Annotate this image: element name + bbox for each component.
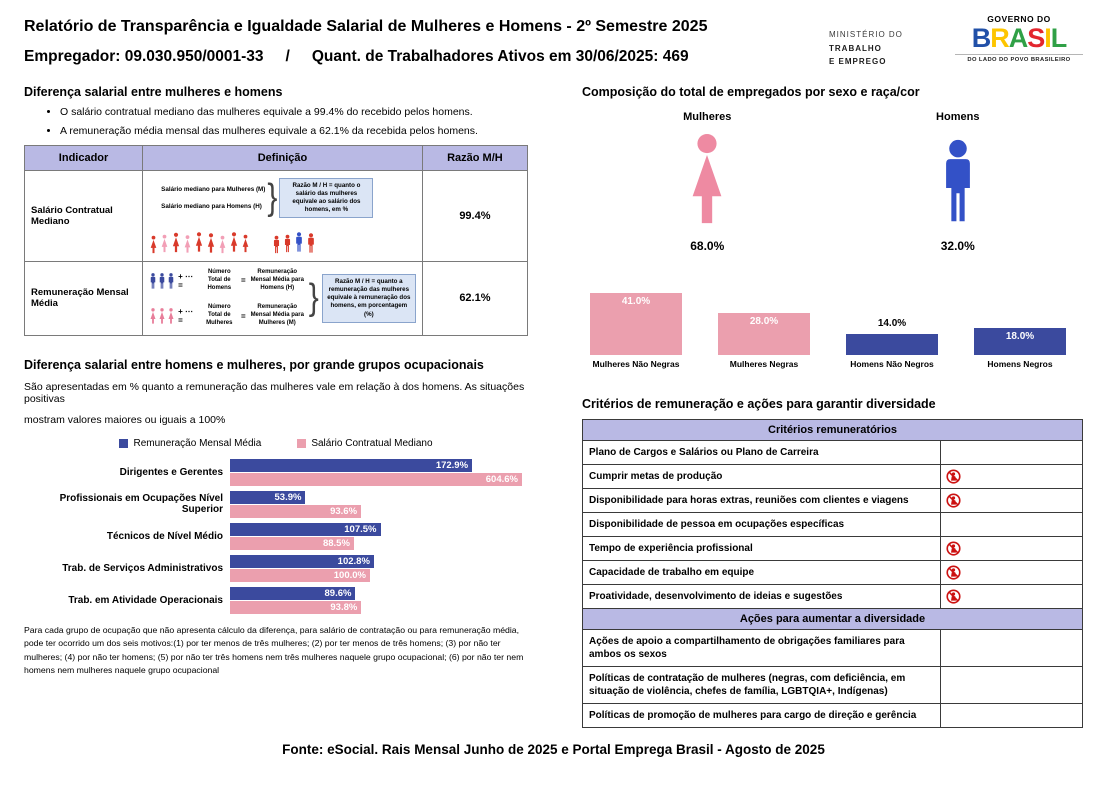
bar-value-label: 41.0% [621,296,651,308]
person-female-icon [241,233,250,254]
median-definition-cell [143,170,423,261]
criterion-flag-cell [941,488,1083,512]
report-subtitle [24,48,815,66]
subtitle-separator: / [285,48,290,65]
criteria-title: Critérios de remuneração e ações para garantir diversidade [582,396,936,411]
occupational-category-label: Dirigentes e Gerentes [119,466,223,478]
action-text: Políticas de contratação de mulheres (negras, com deficiência, em situação de violência, chefes de família, LGBTQIA+, Indígenas) [583,666,941,703]
col-header-razao: Razão M/H [422,145,527,170]
occupational-section [24,358,528,678]
person-male-icon [294,230,304,254]
logo-letter: A [1008,23,1028,53]
logo-letter: R [990,23,1009,53]
action-row [583,703,1083,727]
bar-category-label: Homens Negros [987,358,1053,369]
occupational-category-label: Trab. de Serviços Administrativos [62,562,223,574]
logo-letter: B [971,23,991,53]
person-female-icon [149,308,157,324]
median-definition-diagram [161,178,416,218]
bar [590,293,682,355]
men-percentage: 32.0% [940,238,975,253]
sex-composition-row [582,111,1083,253]
men-total-label: Número Total de Homens [207,269,232,291]
woman-pictogram-icon [582,133,833,225]
bar-value-label: 172.9% [435,459,469,471]
mean-ratio-value: 62.1% [422,262,527,336]
criterion-text: Disponibilidade de pessoa em ocupações específicas [583,512,941,536]
action-text: Políticas de promoção de mulheres para cargo de direção e gerência [583,703,941,727]
bar-value-label: 107.5% [344,523,377,535]
governo-do-brasil-logo [955,14,1083,63]
brace-glyph: } [308,277,319,319]
criteria-row [583,536,1083,560]
brace-glyph: } [267,176,278,218]
mean-definition-cell [143,262,423,336]
report-header [24,12,1083,69]
criterion-flag-cell [941,560,1083,584]
criterion-not-adopted-icon [946,493,1077,508]
person-female-icon [167,308,175,324]
median-men-label: Salário mediano para Homens (H) [161,202,262,210]
bar-value-label: 100.0% [333,569,366,581]
person-female-icon [171,231,181,254]
mean-bar [230,587,355,600]
bar-category-label: Mulheres Não Negras [592,358,680,369]
mean-ratio-explainer-box: Razão M / H = quanto a remuneração das mulheres equivale à remuneração dos homens, em porcentagem (%) [322,274,416,322]
criteria-section [582,397,1083,728]
action-text: Ações de apoio a compartilhamento de obrigações familiares para ambos os sexos [583,629,941,666]
legend-label: Salário Contratual Mediano [311,437,433,449]
legend-swatch-blue [119,439,128,448]
median-bar [230,537,354,550]
source-footer: Fonte: eSocial. Rais Mensal Junho de 2025 e Portal Emprega Brasil - Agosto de 2025 [282,741,825,757]
criterion-flag-cell [941,584,1083,608]
bar-value-label: 89.6% [324,587,352,599]
indicator-name: Remuneração Mensal Média [25,262,143,336]
action-flag-cell [941,666,1083,703]
median-bar [230,505,361,518]
legend-swatch-pink [297,439,306,448]
men-icons [149,273,175,289]
bar-column [846,291,938,369]
criterion-text: Cumprir metas de produção [583,464,941,488]
women-composition [582,111,833,253]
occupational-category-label: Profissionais em Ocupações Nível Superior [59,492,223,516]
ministry-line: E EMPREGO [829,57,887,67]
criterion-text: Plano de Cargos e Salários ou Plano de Carreira [583,440,941,464]
bar-value-label: 88.5% [322,537,350,549]
legend-median [297,438,432,449]
bar-column [974,291,1066,369]
bar-column [590,291,682,369]
mean-bar [230,491,305,504]
bar-column [718,291,810,369]
bar-value-label: 102.8% [337,555,370,567]
bullet-mean: • A remuneração média mensal das mulheres equivale a 62.1% da recebida pelos homens. [60,125,528,137]
women-percentage: 68.0% [690,238,725,253]
indicator-table-header-row [25,145,528,170]
criteria-row [583,512,1083,536]
legend-label: Remuneração Mensal Média [133,437,262,449]
man-pictogram-icon [833,133,1084,225]
plus-ellipsis-equals: + ⋯ = [178,271,194,290]
ministry-wordmark [829,28,941,69]
bar [974,328,1066,355]
criterion-not-adopted-icon [946,565,1077,580]
bar-value-label: 93.6% [330,505,358,517]
median-bar [230,601,361,614]
person-female-icon [206,232,216,254]
action-row [583,666,1083,703]
criterion-flag-cell [941,536,1083,560]
logo-letter: L [1050,23,1067,53]
bar-group [24,587,528,614]
bar-group [24,555,528,582]
criteria-row [583,584,1083,608]
indicator-table [24,145,528,336]
bar [846,317,938,355]
actions-header: Ações para aumentar a diversidade [583,608,1083,629]
equals-sign: = [241,276,246,286]
criteria-row [583,560,1083,584]
title-block [24,12,815,66]
col-header-indicador: Indicador [25,145,143,170]
women-total-label: Número Total de Mulheres [206,304,233,327]
median-bar [230,569,370,582]
criteria-header: Critérios remuneratórios [583,419,1083,440]
occupational-legend [24,438,528,449]
equals-sign: = [241,311,246,321]
wage-gap-bullets [60,106,528,137]
bar [718,313,810,355]
bar-value-label: 28.0% [749,315,779,327]
criterion-text: Capacidade de trabalho em equipe [583,560,941,584]
occ-desc-line: São apresentadas em % quanto a remuneração das mulheres vale em relação à dos homens. As situações positivas [24,380,525,405]
person-male-icon [167,273,175,289]
person-female-icon [229,230,239,254]
bar-value-label: 14.0% [877,317,907,329]
ministry-line: TRABALHO [829,43,882,53]
logo-tagline: DO LADO DO POVO BRASILEIRO [955,54,1083,63]
composition-title: Composição do total de empregados por sexo e raça/cor [582,84,920,99]
action-flag-cell [941,703,1083,727]
criterion-not-adopted-icon [946,541,1077,556]
ministry-line: MINISTÉRIO DO [829,30,903,39]
person-female-icon [183,234,192,254]
criterion-text: Disponibilidade para horas extras, reuniões com clientes e viagens [583,488,941,512]
person-female-icon [194,230,204,254]
occupational-footnote: Para cada grupo de ocupação que não apresenta cálculo da diferença, para salário de contratação ou para remuneração média, pode ter ocorrido um dos seis motivos:(1) por ter menos de três mulheres; (2) por ter menos de três homens; (3) por não ter mulheres; (4) por não ter homens; (5) por não ter três homens nem três mulheres naquele grupo ocupacional; (6) por não ter nem homens nem mulheres naquele grupo ocupacional [24,624,524,676]
occupational-category-label: Técnicos de Nível Médio [106,530,223,542]
bar-value-label: 18.0% [1005,330,1035,342]
bar-category-label: Mulheres Negras [729,358,799,369]
bar-group [24,459,528,486]
mean-bar [230,555,374,568]
composition-section [582,85,1083,369]
mean-definition-diagram [149,269,416,328]
person-female-icon [218,235,227,254]
men-label: Homens [936,110,980,123]
criterion-text: Proatividade, desenvolvimento de ideias e sugestões [583,584,941,608]
median-women-label: Salário mediano para Mulheres (M) [161,185,266,193]
occupational-title: Diferença salarial entre homens e mulheres, por grande grupos ocupacionais [24,357,484,372]
women-label: Mulheres [683,110,732,123]
mean-bar [230,523,381,536]
occupational-description [24,381,528,426]
logo-top-text: GOVERNO DO [987,14,1051,24]
people-pictogram-row [149,230,416,254]
median-ratio-explainer-box: Razão M / H = quanto o salário das mulheres equivale ao salário dos homens, em % [279,178,373,218]
criteria-row [583,440,1083,464]
brasil-wordmark [955,24,1083,52]
wage-gap-title: Diferença salarial entre mulheres e homens [24,84,283,99]
bar-value-label: 53.9% [274,491,302,503]
criterion-not-adopted-icon [946,469,1077,484]
criterion-flag-cell [941,512,1083,536]
criteria-row [583,488,1083,512]
person-male-icon [306,232,316,254]
occupational-category-label: Trab. em Atividade Operacionais [68,594,223,606]
women-mean-label: Remuneração Mensal Média para Mulheres (M) [250,304,304,327]
employer-id: Empregador: 09.030.950/0001-33 [24,48,264,65]
occupational-bar-chart [24,459,528,614]
bar-value-label: 93.8% [330,601,358,613]
median-bar [230,473,522,486]
person-male-icon [149,273,157,289]
logo-letter: S [1027,23,1045,53]
bar-group [24,523,528,550]
person-female-icon [158,308,166,324]
bullet-median: • O salário contratual mediano das mulheres equivale a 99.4% do recebido pelos homens. [60,106,528,118]
criterion-text: Tempo de experiência profissional [583,536,941,560]
action-flag-cell [941,629,1083,666]
bar-value-label: 604.6% [485,473,518,485]
person-male-icon [283,233,292,254]
legend-mean [119,438,261,449]
women-formula-row [149,304,306,327]
active-workers-count: Quant. de Trabalhadores Ativos em 30/06/2025: 469 [311,48,689,65]
action-row [583,629,1083,666]
median-salary-row [25,170,528,261]
bar-group [24,491,528,518]
indicator-name: Salário Contratual Mediano [25,170,143,261]
mean-remuneration-row [25,262,528,336]
men-formula-row [149,269,306,292]
bar-category-label: Homens Não Negros [850,358,934,369]
criterion-flag-cell [941,464,1083,488]
median-ratio-value: 99.4% [422,170,527,261]
criterion-flag-cell [941,440,1083,464]
criteria-table [582,419,1083,728]
col-header-definicao: Definição [143,145,423,170]
report-title: Relatório de Transparência e Igualdade Salarial de Mulheres e Homens - 2º Semestre 2025 [24,18,708,35]
race-sex-bar-chart [582,291,1083,369]
women-icons [149,308,175,324]
wage-gap-section [24,85,528,336]
person-female-icon [149,235,158,254]
mean-bar [230,459,472,472]
criterion-not-adopted-icon [946,589,1077,604]
person-male-icon [158,273,166,289]
logo-letter: I [1044,23,1051,53]
men-composition [833,111,1084,253]
occ-desc-line: mostram valores maiores ou iguais a 100% [24,413,226,426]
person-female-icon [160,233,169,254]
plus-ellipsis-equals: + ⋯ = [178,307,194,326]
median-definition-labels [161,181,265,215]
criteria-row [583,464,1083,488]
person-male-icon [272,235,281,254]
men-mean-label: Remuneração Mensal Média para Homens (H) [250,269,304,291]
